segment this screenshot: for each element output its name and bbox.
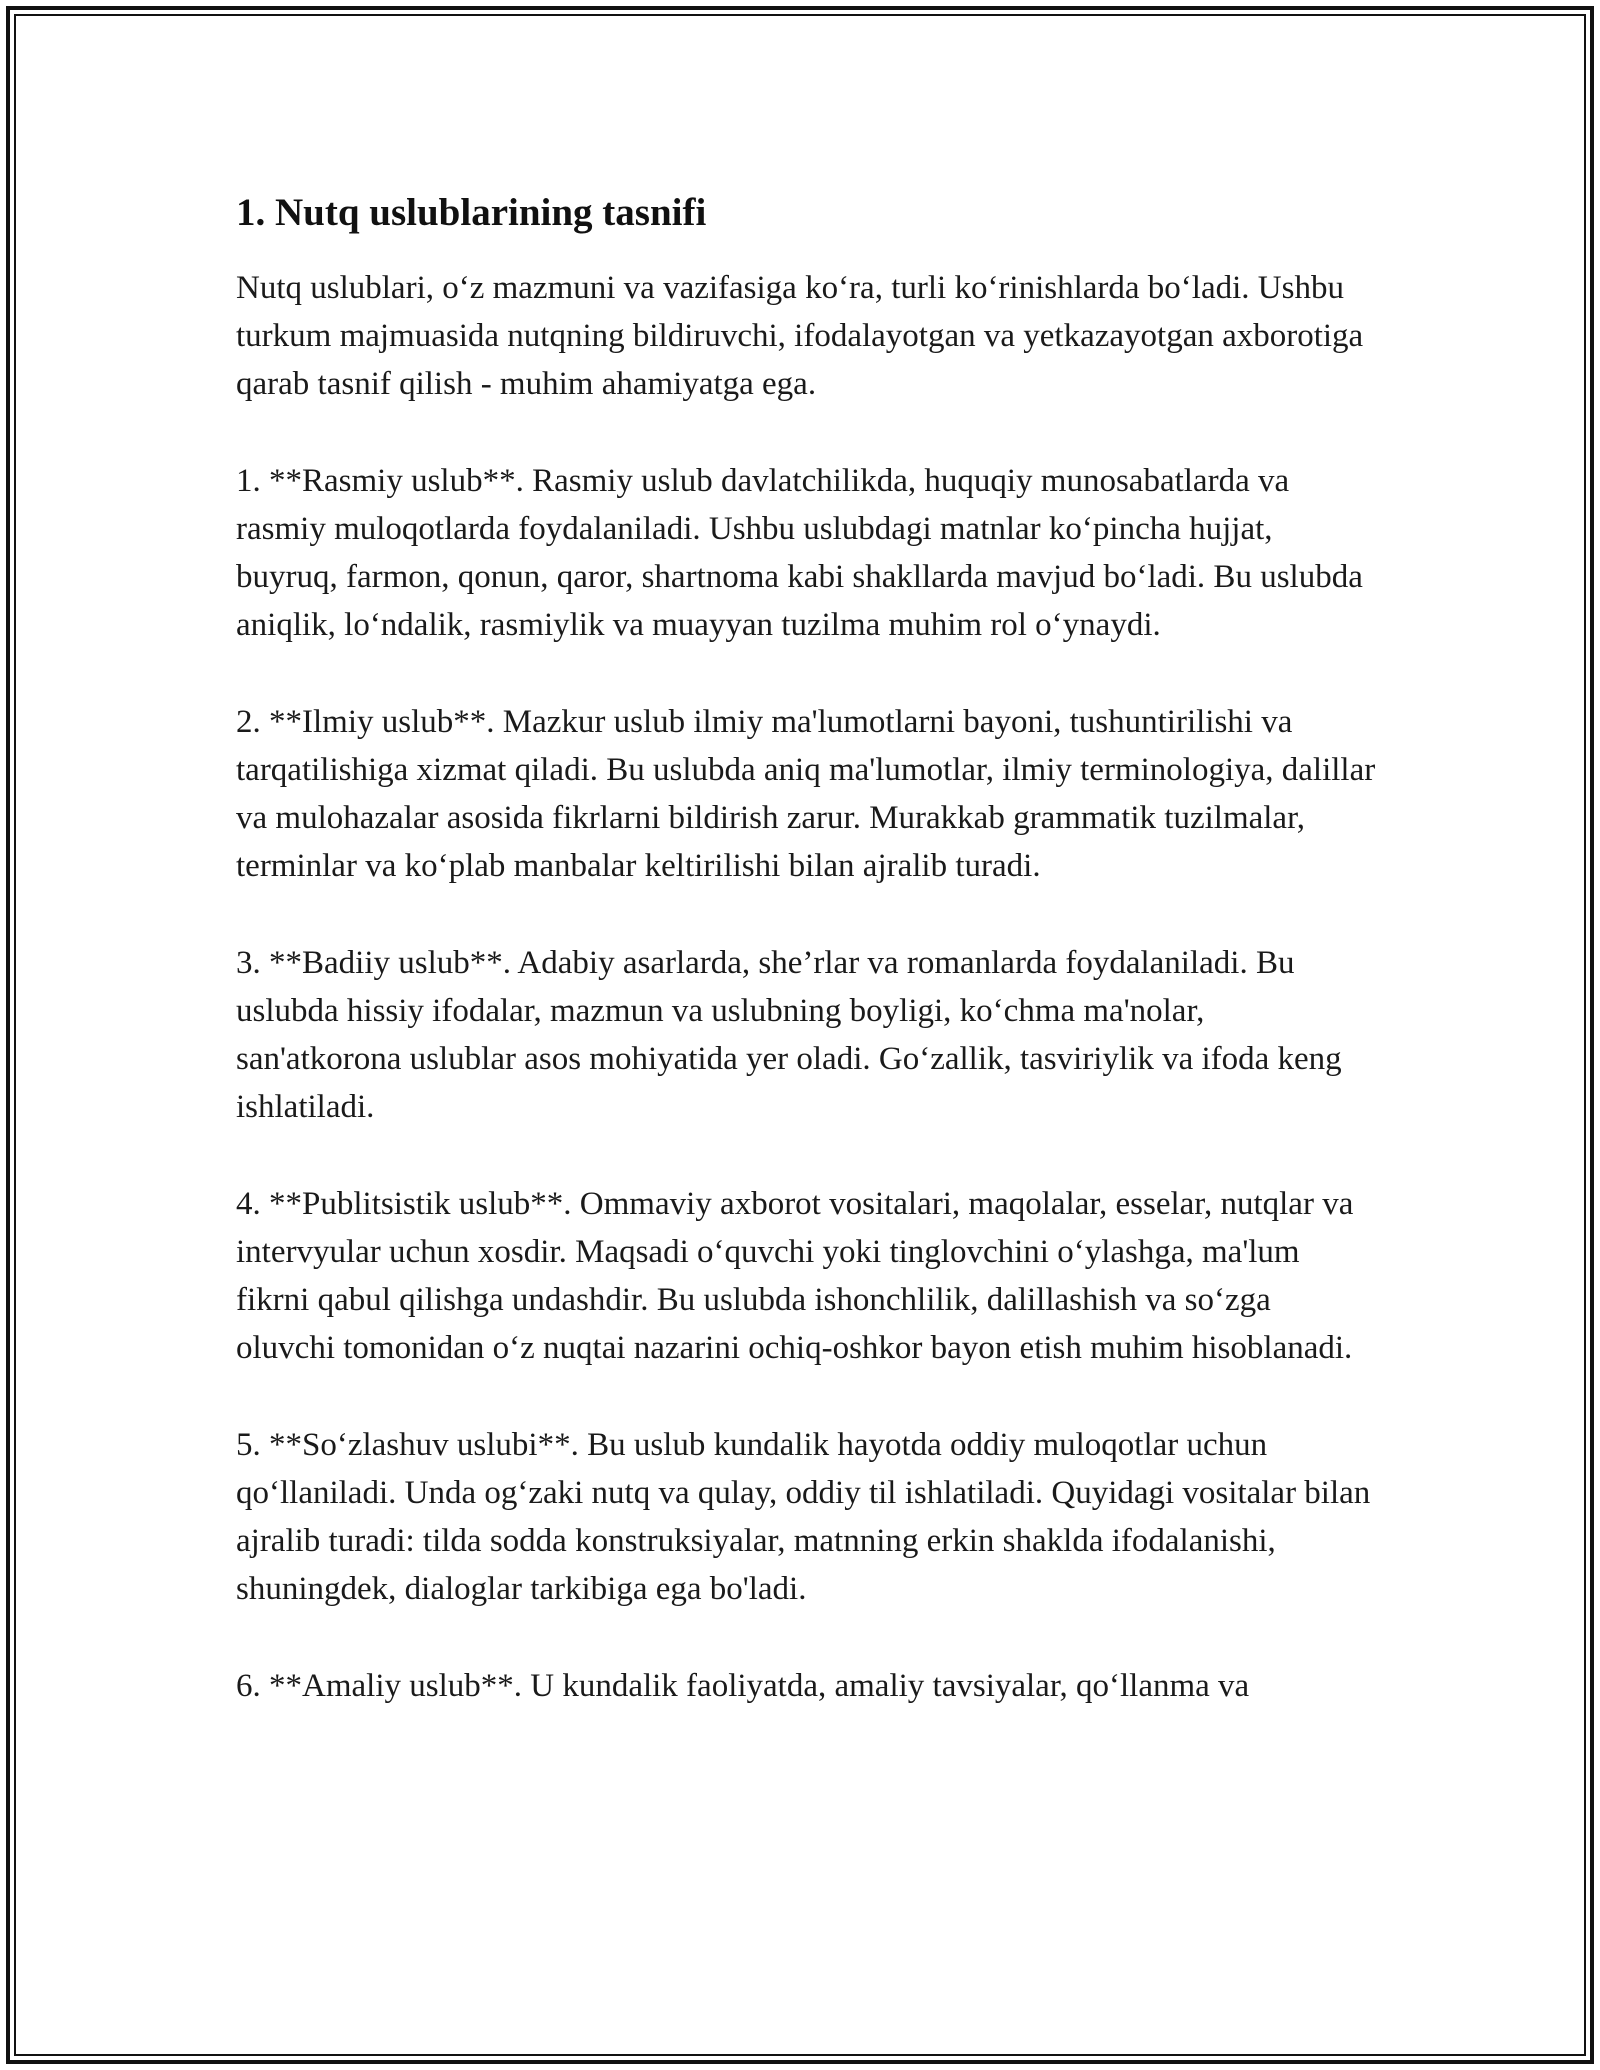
intro-paragraph: Nutq uslublari, o‘z mazmuni va vazifasiga ko‘ra, turli ko‘rinishlarda bo‘ladi. Ushbu turkum majmuasida nutqning bildiruvchi, ifodalayotgan va yetkazayotgan axborotiga qarab tasnif qilish - muhim ahamiyatga ega. xyxy=(236,270,1364,403)
badiiy-uslub-paragraph: 3. **Badiiy uslub**. Adabiy asarlarda, she’rlar va romanlarda foydalaniladi. Bu uslubda hissiy ifodalar, mazmun va uslubning boyligi, ko‘chma ma'nolar, san'atkorona uslublar asos mohiyatida yer oladi. Go‘zallik, tasviriylik va ifoda keng ishlatiladi. xyxy=(236,944,1342,1126)
sozlashuv-uslubi-paragraph: 5. **So‘zlashuv uslubi**. Bu uslub kundalik hayotda oddiy muloqotlar uchun qo‘llaniladi. Unda og‘zaki nutq va qulay, oddiy til ishlatiladi. Quyidagi vositalar bilan ajralib turadi: tilda sodda konstruksiyalar, matnning erkin shaklda ifodalanishi, shuningdek, dialoglar tarkibiga ega bo'ladi. xyxy=(236,1426,1371,1608)
document-content xyxy=(236,185,1376,1710)
amaliy-uslub-paragraph: 6. **Amaliy uslub**. U kundalik faoliyatda, amaliy tavsiyalar, qo‘llanma va xyxy=(236,1667,1250,1704)
rasmiy-uslub-paragraph: 1. **Rasmiy uslub**. Rasmiy uslub davlatchilikda, huquqiy munosabatlarda va rasmiy muloqotlarda foydalaniladi. Ushbu uslubdagi matnlar ko‘pincha hujjat, buyruq, farmon, qonun, qaror, shartnoma kabi shakllarda mavjud bo‘ladi. Bu uslubda aniqlik, lo‘ndalik, rasmiylik va muayyan tuzilma muhim rol o‘ynaydi. xyxy=(236,462,1363,644)
publitsistik-uslub-paragraph: 4. **Publitsistik uslub**. Ommaviy axborot vositalari, maqolalar, esselar, nutqlar va intervyular uchun xosdir. Maqsadi o‘quvchi yoki tinglovchini o‘ylashga, ma'lum fikrni qabul qilishga undashdir. Bu uslubda ishonchlilik, dalillashish va so‘zga oluvchi tomonidan o‘z nuqtai nazarini ochiq-oshkor bayon etish muhim hisoblanadi. xyxy=(236,1185,1354,1367)
document-title: 1. Nutq uslublarining tasnifi xyxy=(236,191,707,234)
ilmiy-uslub-paragraph: 2. **Ilmiy uslub**. Mazkur uslub ilmiy ma'lumotlarni bayoni, tushuntirilishi va tarqatilishiga xizmat qiladi. Bu uslubda aniq ma'lumotlar, ilmiy terminologiya, dalillar va mulohazalar asosida fikrlarni bildirish zarur. Murakkab grammatik tuzilmalar, terminlar va ko‘plab manbalar keltirilishi bilan ajralib turadi. xyxy=(236,703,1376,885)
